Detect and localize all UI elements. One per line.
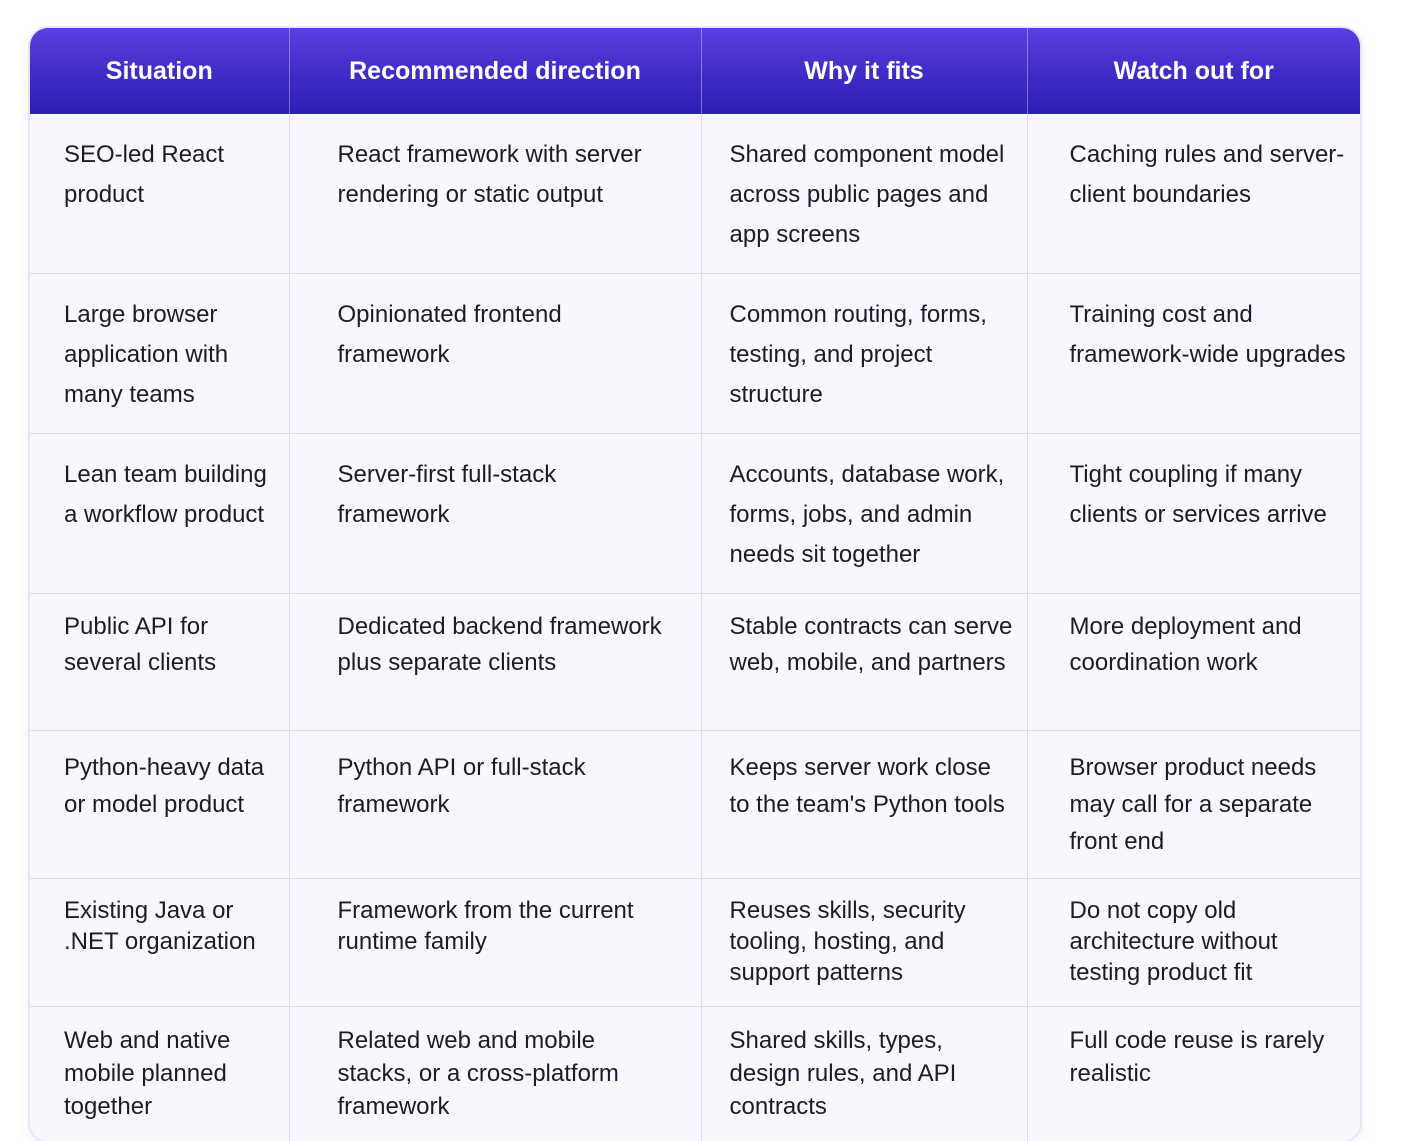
table-header-row: [30, 28, 1360, 114]
watch-out-for-cell: Browser product needs may call for a separate front end: [1027, 731, 1360, 879]
table-row: [30, 1007, 1360, 1141]
watch-out-for-cell: Do not copy old architecture without testing product fit: [1027, 879, 1360, 1007]
situation-cell: Large browser application with many teams: [30, 274, 289, 434]
recommended-direction-cell: Dedicated backend framework plus separate clients: [289, 594, 701, 731]
watch-out-for-cell: Tight coupling if many clients or services arrive: [1027, 434, 1360, 594]
situation-cell: SEO-led React product: [30, 114, 289, 274]
why-it-fits-cell: Accounts, database work, forms, jobs, and admin needs sit together: [701, 434, 1027, 594]
watch-out-for-cell: Caching rules and server-client boundaries: [1027, 114, 1360, 274]
table-row: [30, 434, 1360, 594]
column-header-situation: Situation: [30, 28, 289, 114]
table-row: [30, 594, 1360, 731]
situation-cell: Lean team building a workflow product: [30, 434, 289, 594]
why-it-fits-cell: Shared skills, types, design rules, and API contracts: [701, 1007, 1027, 1141]
situation-cell: Python-heavy data or model product: [30, 731, 289, 879]
column-header-why-it-fits: Why it fits: [701, 28, 1027, 114]
recommended-direction-cell: Server-first full-stack framework: [289, 434, 701, 594]
recommended-direction-cell: Related web and mobile stacks, or a cross-platform framework: [289, 1007, 701, 1141]
comparison-table-card: [30, 28, 1360, 1141]
recommended-direction-cell: Opinionated frontend framework: [289, 274, 701, 434]
why-it-fits-cell: Keeps server work close to the team's Python tools: [701, 731, 1027, 879]
why-it-fits-cell: Stable contracts can serve web, mobile, and partners: [701, 594, 1027, 731]
table-row: [30, 731, 1360, 879]
recommended-direction-cell: React framework with server rendering or static output: [289, 114, 701, 274]
watch-out-for-cell: Full code reuse is rarely realistic: [1027, 1007, 1360, 1141]
table-row: [30, 879, 1360, 1007]
watch-out-for-cell: More deployment and coordination work: [1027, 594, 1360, 731]
situation-cell: Existing Java or .NET organization: [30, 879, 289, 1007]
why-it-fits-cell: Shared component model across public pages and app screens: [701, 114, 1027, 274]
table-row: [30, 114, 1360, 274]
watch-out-for-cell: Training cost and framework-wide upgrades: [1027, 274, 1360, 434]
table-row: [30, 274, 1360, 434]
recommended-direction-cell: Python API or full-stack framework: [289, 731, 701, 879]
column-header-recommended-direction: Recommended direction: [289, 28, 701, 114]
recommended-direction-cell: Framework from the current runtime family: [289, 879, 701, 1007]
why-it-fits-cell: Common routing, forms, testing, and project structure: [701, 274, 1027, 434]
framework-comparison-table: [30, 28, 1360, 1141]
why-it-fits-cell: Reuses skills, security tooling, hosting, and support patterns: [701, 879, 1027, 1007]
situation-cell: Web and native mobile planned together: [30, 1007, 289, 1141]
situation-cell: Public API for several clients: [30, 594, 289, 731]
column-header-watch-out-for: Watch out for: [1027, 28, 1360, 114]
